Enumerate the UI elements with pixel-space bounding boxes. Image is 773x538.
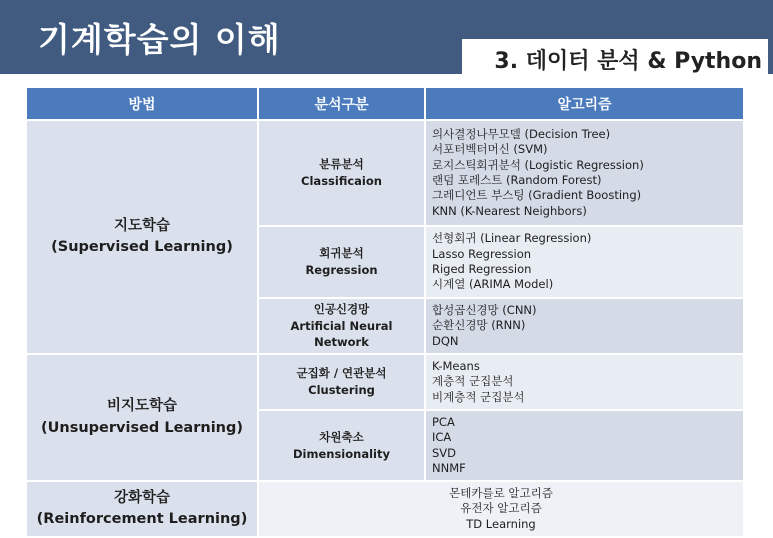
table-row xyxy=(26,354,744,410)
algorithm-item: K-Means xyxy=(432,358,480,373)
algorithm-item: 의사결정나무모델 (Decision Tree) xyxy=(432,126,611,141)
algorithm-item: NNMF xyxy=(432,460,466,475)
category-dimensionality xyxy=(258,410,425,481)
algorithm-item: TD Learning xyxy=(466,516,536,531)
algorithms-neural-network xyxy=(425,298,744,354)
method-en: (Supervised Learning) xyxy=(51,239,233,255)
category-en: Regression xyxy=(305,263,378,277)
algorithm-item: KNN (K-Nearest Neighbors) xyxy=(432,203,587,218)
method-en: (Unsupervised Learning) xyxy=(41,419,243,436)
algorithm-item: 서포터벡터머신 (SVM) xyxy=(432,142,548,157)
algorithms-dimensionality xyxy=(425,410,744,481)
category-ko: 차원축소 xyxy=(319,429,364,444)
category-neural-network xyxy=(258,298,425,354)
category-en: Dimensionality xyxy=(293,446,390,461)
category-en: Network xyxy=(314,335,369,350)
algorithm-item: 계층적 군집분석 xyxy=(432,374,514,389)
algorithm-item: ICA xyxy=(432,430,452,445)
algorithm-item: 몬테카를로 알고리즘 xyxy=(449,485,553,500)
algorithm-item: 유전자 알고리즘 xyxy=(460,501,542,516)
algorithm-item: 순환신경망 (RNN) xyxy=(432,318,526,333)
algorithm-item: 비계층적 군집분석 xyxy=(432,389,525,404)
subtitle-box xyxy=(462,39,768,79)
table-row xyxy=(26,120,744,226)
method-reinforcement xyxy=(26,481,258,537)
algorithm-item: 시계열 (ARIMA Model) xyxy=(432,277,554,292)
category-classification xyxy=(258,120,425,226)
ml-methods-table xyxy=(25,86,745,538)
algorithm-item: DQN xyxy=(432,333,459,348)
algorithms-reinforcement xyxy=(258,481,744,537)
header-algorithm: 알고리즘 xyxy=(425,87,744,120)
page-title: 기계학습의 이해 xyxy=(38,20,281,59)
algorithm-item: 로지스틱회귀분석 (Logistic Regression) xyxy=(432,157,644,172)
algorithms-regression xyxy=(425,226,744,298)
category-ko: 인공신경망 xyxy=(313,301,370,316)
table-row xyxy=(26,481,744,537)
page-subtitle: 3. 데이터 분석 & Python xyxy=(494,48,762,74)
algorithm-item: SVD xyxy=(432,445,457,460)
method-supervised xyxy=(26,120,258,354)
algorithm-item: Riged Regression xyxy=(432,262,532,276)
algorithm-item: 그레디언트 부스팅 (Gradient Boosting) xyxy=(432,188,642,203)
algorithm-item: 랜덤 포레스트 (Random Forest) xyxy=(432,173,602,187)
method-ko: 비지도학습 xyxy=(106,398,178,415)
header-method: 방법 xyxy=(26,87,258,120)
header-category: 분석구분 xyxy=(258,87,425,120)
algorithms-classification xyxy=(425,120,744,226)
algorithms-clustering xyxy=(425,354,744,410)
category-ko: 군집화 / 연관분석 xyxy=(296,366,387,381)
category-en: Clustering xyxy=(308,383,375,397)
algorithm-item: 합성곱신경망 (CNN) xyxy=(432,302,537,317)
algorithm-item: PCA xyxy=(432,414,455,429)
method-en: (Reinforcement Learning) xyxy=(36,511,248,527)
table-header-row xyxy=(26,87,744,120)
method-ko: 강화학습 xyxy=(113,489,171,506)
method-ko: 지도학습 xyxy=(113,217,171,234)
category-en: Artificial Neural xyxy=(290,318,393,333)
algorithm-item: 선형회귀 (Linear Regression) xyxy=(432,231,592,246)
method-unsupervised xyxy=(26,354,258,481)
category-regression xyxy=(258,226,425,298)
category-ko: 회귀분석 xyxy=(319,246,364,261)
category-clustering xyxy=(258,354,425,410)
category-en: Classificaion xyxy=(301,174,382,188)
algorithm-item: Lasso Regression xyxy=(432,246,532,261)
category-ko: 분류분석 xyxy=(319,157,364,172)
